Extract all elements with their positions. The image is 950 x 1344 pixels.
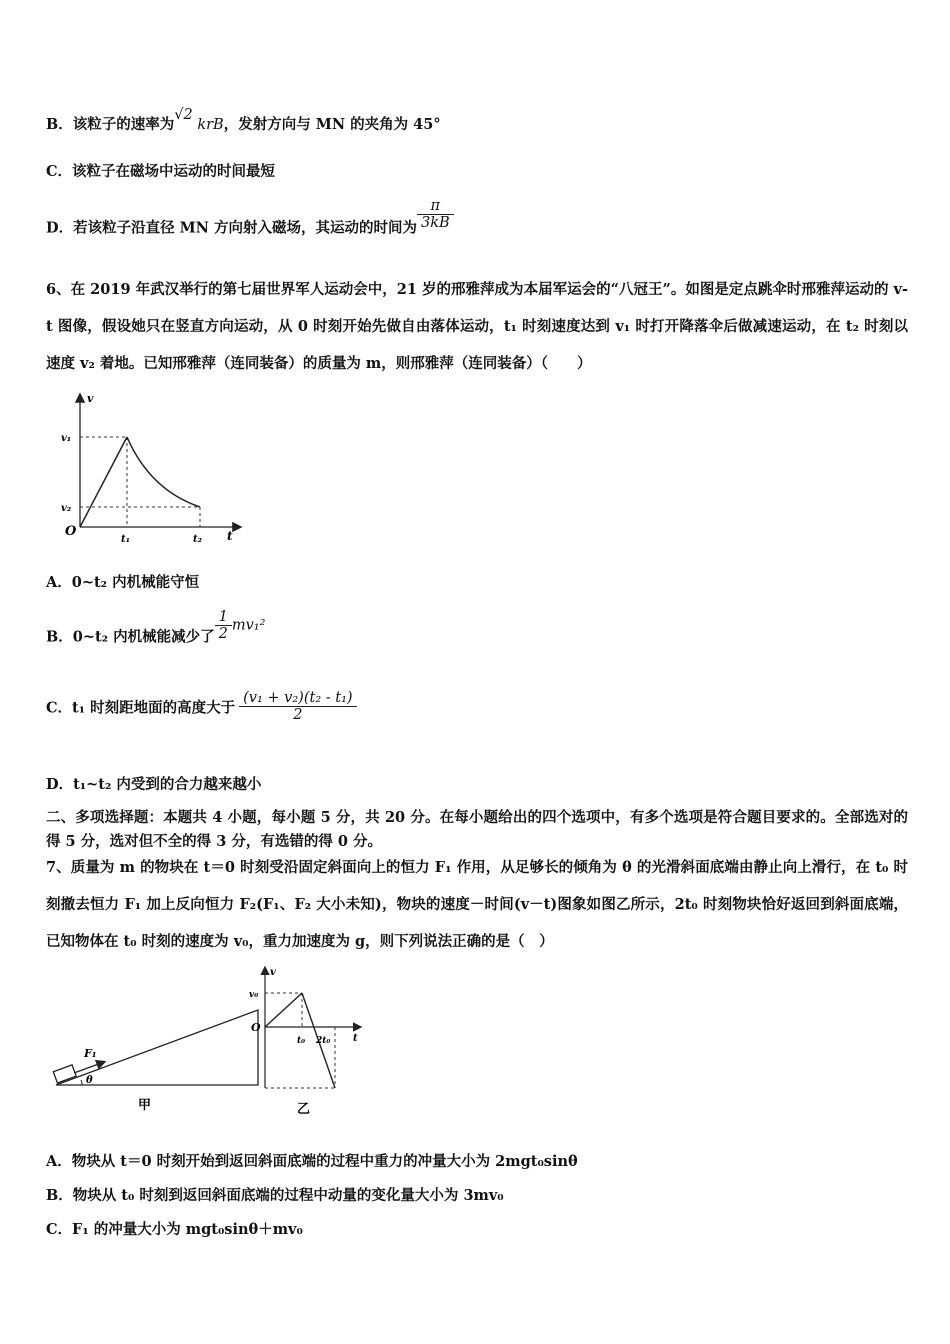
q5-option-c: C．该粒子在磁场中运动的时间最短 [46, 163, 276, 180]
label-v2: v₂ [61, 503, 72, 514]
q5-option-b-tail: ，发射方向与 MN 的夹角为 45° [223, 116, 441, 133]
q5-option-b [46, 107, 441, 134]
label-v0: v₀ [249, 990, 259, 1000]
q7-stem: 7、质量为 m 的物块在 t＝0 时刻受沿固定斜面向上的恒力 F₁ 作用，从足够长的倾角为 θ 的光滑斜面底端由静止向上滑行，在 t₀ 时刻撤去恒力 F₁ 加上反向恒力 F₂(F₁、F₂ 大小未知)，物块的速度－时间(v－t)图象如图乙所示，2t₀ 时刻物块恰好返回到斜面底端，已知物体在 t₀ 时刻的速度为 v₀，重力加速度为 g，则下列说法正确的是（ ） [46, 859, 908, 950]
caption-jia: 甲 [138, 1098, 152, 1113]
accel-line [265, 993, 302, 1027]
q6-option-a: A．0~t₂ 内机械能守恒 [46, 574, 200, 591]
fraction-denominator: 2 [218, 626, 228, 642]
fraction-numerator: 1 [215, 609, 232, 626]
q6-option-b-text: B．0~t₂ 内机械能减少了 [46, 628, 215, 646]
deceleration-curve [127, 437, 200, 507]
label-t2: t₂ [193, 534, 202, 545]
caption-yi: 乙 [297, 1102, 311, 1117]
angle-arc [81, 1080, 82, 1085]
fraction-numerator: π [417, 198, 454, 215]
q7-option-c: C．F₁ 的冲量大小为 mgt₀sinθ＋mv₀ [46, 1221, 303, 1238]
q5-option-b-text: B．该粒子的速率为 [46, 116, 175, 133]
label-v1: v₁ [61, 433, 72, 444]
label-v: v [87, 392, 94, 405]
label-origin: O [65, 524, 77, 539]
label-origin: O [251, 1021, 261, 1034]
fraction-height [239, 690, 356, 723]
fraction-pi-3kb [417, 198, 454, 231]
q6-option-c-text: C．t₁ 时刻距地面的高度大于 [46, 699, 236, 717]
q6-option-c [46, 690, 357, 723]
q6-option-b-term: mv₁² [231, 617, 266, 634]
q7-vt-graph [245, 963, 370, 1118]
label-theta: θ [86, 1075, 93, 1086]
fraction-denominator: 2 [293, 707, 303, 723]
q5-option-d [46, 198, 454, 238]
fraction-denominator: 3kB [420, 215, 450, 231]
label-t0: t₀ [297, 1036, 306, 1046]
fraction-numerator: (v₁ + v₂)(t₂ - t₁) [239, 690, 356, 707]
label-2t0: 2t₀ [316, 1036, 331, 1046]
section-2-heading: 二、多项选择题：本题共 4 小题，每小题 5 分，共 20 分。在每小题给出的四个选项中，有多个选项是符合题目要求的。全部选对的得 5 分，选对但不全的得 3 分，有选错的得 0 分。 [46, 809, 908, 850]
q6-option-b [46, 609, 265, 647]
label-t: t [227, 529, 233, 543]
label-t1: t₁ [121, 534, 130, 545]
label-t: t [353, 1033, 358, 1044]
q7-figure-incline [46, 1005, 271, 1115]
fraction-half [215, 609, 232, 642]
q6-option-d: D．t₁~t₂ 内受到的合力越来越小 [46, 776, 262, 793]
sqrt-2: √2 [174, 107, 193, 123]
q5-option-b-krb: krB [192, 117, 224, 133]
q6-stem: 6、在 2019 年武汉举行的第七届世界军人运动会中，21 岁的邢雅萍成为本届军运会的“八冠王”。如图是定点跳伞时邢雅萍运动的 v-t 图像，假设她只在竖直方向运动，从 0 时刻开始先做自由落体运动，t₁ 时刻速度达到 v₁ 时打开降落伞后做减速运动，在 t₂ 时刻以速度 v₂ 着地。已知邢雅萍（连同装备）的质量为 m，则邢雅萍（连同装备）（ ） [46, 281, 908, 372]
label-v: v [270, 967, 276, 978]
q7-option-b: B．物块从 t₀ 时刻到返回斜面底端的过程中动量的变化量大小为 3mv₀ [46, 1187, 504, 1204]
force-arrow [74, 1062, 104, 1073]
block [53, 1065, 76, 1083]
label-f1: F₁ [84, 1047, 97, 1060]
q6-vt-graph [55, 390, 255, 550]
free-fall-line [80, 437, 127, 527]
q7-option-a: A．物块从 t＝0 时刻开始到返回斜面底端的过程中重力的冲量大小为 2mgt₀sinθ [46, 1153, 578, 1170]
q5-option-d-text: D．若该粒子沿直径 MN 方向射入磁场，其运动的时间为 [46, 219, 417, 237]
